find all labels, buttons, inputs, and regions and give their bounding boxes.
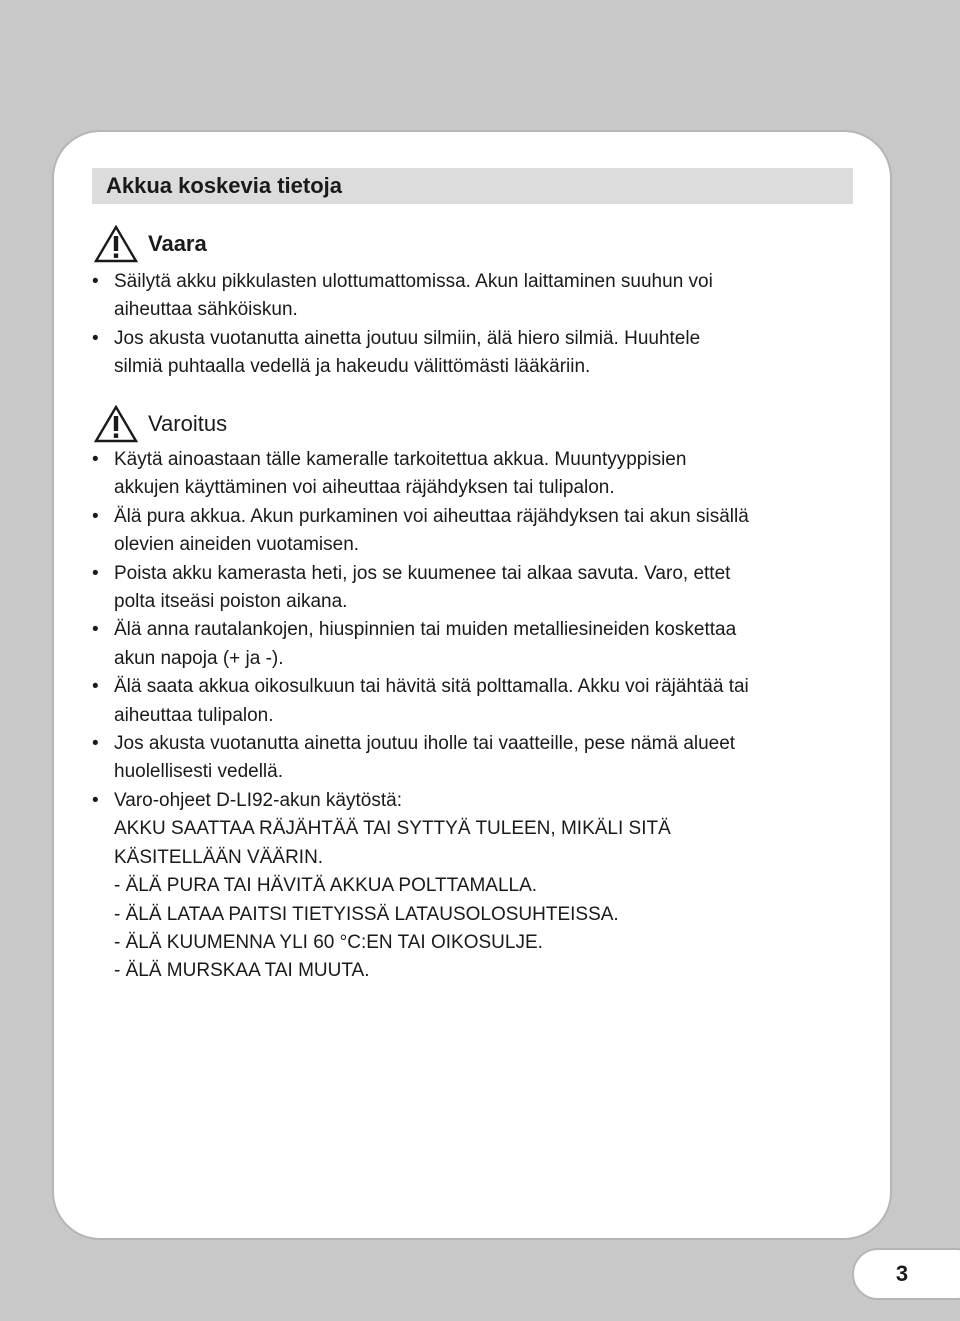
section-title: Akkua koskevia tietoja	[92, 168, 853, 204]
warning-triangle-icon	[94, 405, 138, 443]
bullet: •	[92, 505, 99, 527]
bullet: •	[92, 733, 99, 755]
list-item	[92, 730, 862, 787]
item-text: Jos akusta vuotanutta ainetta joutuu iholle tai vaatteille, pese nämä alueet	[114, 733, 736, 755]
item-text: Älä pura akkua. Akun purkaminen voi aiheuttaa räjähdyksen tai akun sisällä	[114, 505, 749, 527]
warning-triangle-icon	[94, 225, 138, 263]
item-text: Säilytä akku pikkulasten ulottumattomissa. Akun laittaminen suuhun voi	[114, 271, 713, 292]
item-text: AKKU SAATTAA RÄJÄHTÄÄ TAI SYTTYÄ TULEEN, MIKÄLI SITÄ	[114, 818, 671, 840]
item-text: Varo-ohjeet D-LI92-akun käytöstä:	[114, 789, 402, 811]
bullet: •	[92, 789, 99, 811]
item-text: Älä anna rautalankojen, hiuspinnien tai muiden metalliesineiden koskettaa	[114, 619, 737, 641]
list-item	[92, 446, 862, 503]
dash-item: - ÄLÄ KUUMENNA YLI 60 °C:EN TAI OIKOSULJE.	[114, 931, 543, 953]
list-item	[92, 325, 862, 382]
item-text: olevien aineiden vuotamisen.	[114, 534, 360, 556]
item-text: aiheuttaa tulipalon.	[114, 704, 274, 726]
bullet: •	[92, 327, 99, 349]
item-text: Poista akku kamerasta heti, jos se kuumenee tai alkaa savuta. Varo, ettet	[114, 562, 731, 584]
dash-item: - ÄLÄ PURA TAI HÄVITÄ AKKUA POLTTAMALLA.	[114, 875, 538, 897]
dash-item: - ÄLÄ MURSKAA TAI MUUTA.	[114, 960, 370, 982]
danger-label: Vaara	[148, 231, 207, 256]
item-text: Älä saata akkua oikosulkuun tai hävitä sitä polttamalla. Akku voi räjähtää tai	[114, 676, 749, 698]
item-text: KÄSITELLÄÄN VÄÄRIN.	[114, 846, 324, 868]
item-text: silmiä puhtaalla vedellä ja hakeudu välittömästi lääkäriin.	[114, 356, 591, 378]
item-text: akun napoja (+ ja -).	[114, 647, 284, 669]
item-text: Käytä ainoastaan tälle kameralle tarkoitettua akkua. Muuntyyppisien	[114, 449, 687, 470]
caution-list	[92, 446, 862, 986]
item-text: aiheuttaa sähköiskun.	[114, 299, 298, 321]
list-item	[92, 616, 862, 673]
item-text: polta itseäsi poiston aikana.	[114, 591, 348, 613]
item-text: Jos akusta vuotanutta ainetta joutuu silmiin, älä hiero silmiä. Huuhtele	[114, 327, 701, 349]
list-item	[92, 503, 862, 560]
list-item	[92, 268, 862, 325]
item-text: huolellisesti vedellä.	[114, 761, 283, 783]
danger-list	[92, 268, 862, 382]
caution-label: Varoitus	[148, 411, 228, 436]
page-number: 3	[895, 1261, 909, 1286]
danger-heading	[94, 222, 207, 266]
bullet: •	[92, 449, 99, 470]
caution-heading	[94, 402, 227, 446]
bullet: •	[92, 676, 99, 698]
bullet: •	[92, 562, 99, 584]
bullet: •	[92, 271, 99, 292]
list-item	[92, 560, 862, 617]
list-item	[92, 673, 862, 730]
bullet: •	[92, 619, 99, 641]
list-item-battery-warning	[92, 787, 862, 986]
item-text: akkujen käyttäminen voi aiheuttaa räjähdyksen tai tulipalon.	[114, 477, 615, 499]
dash-item: - ÄLÄ LATAA PAITSI TIETYISSÄ LATAUSOLOSUHTEISSA.	[114, 903, 619, 925]
